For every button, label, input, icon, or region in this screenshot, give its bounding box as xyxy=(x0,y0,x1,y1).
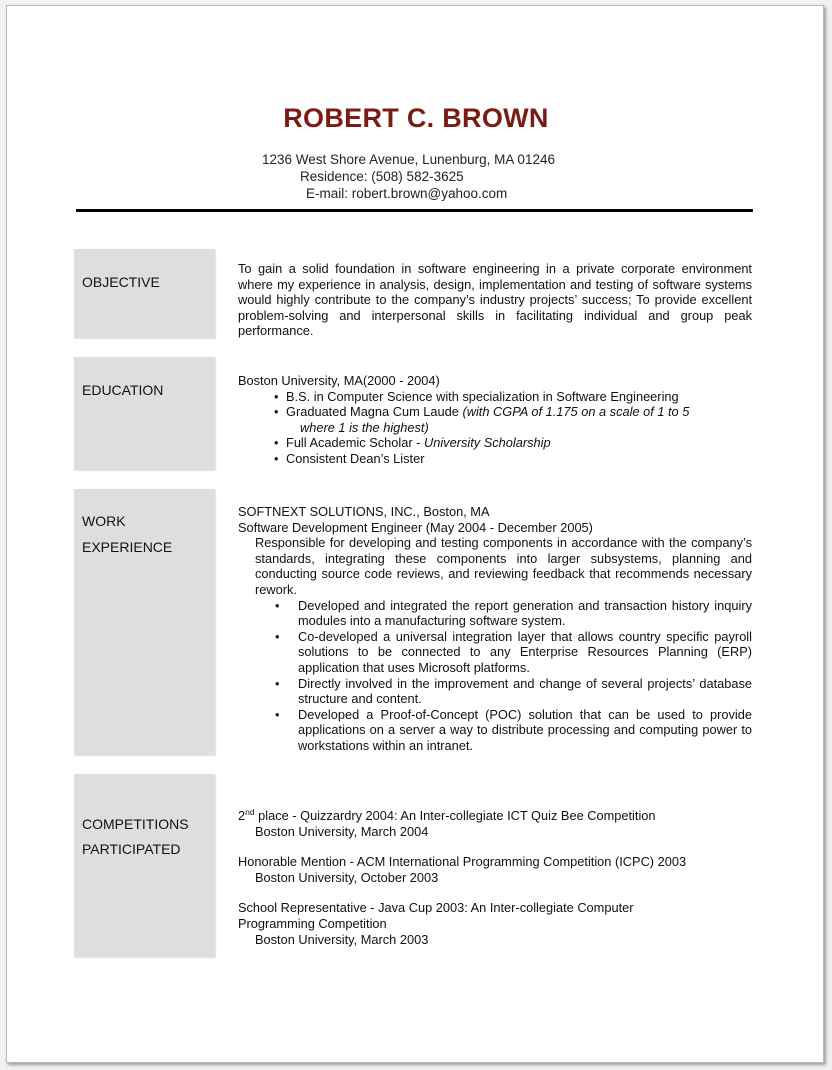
bullet-icon: • xyxy=(274,404,279,420)
school: Boston University, MA(2000 - 2004) xyxy=(238,373,440,388)
work-label-2: EXPERIENCE xyxy=(82,539,173,555)
bullet-icon: • xyxy=(275,675,280,691)
competitions-label-box xyxy=(74,774,215,957)
competition-detail: Boston University, March 2004 xyxy=(255,823,429,839)
education-content xyxy=(238,373,752,467)
competitions-content xyxy=(238,808,752,947)
job-summary: Responsible for developing and testing components in accordance with the company’s standards, integrating these components into larger subsystems, planning and conducting source code reviews, and reviewing feedback that recommends necessary rework. xyxy=(255,535,752,597)
competition-title: School Representative - Java Cup 2003: An Inter-collegiate Computer xyxy=(238,900,634,916)
competitions-label-2: PARTICIPATED xyxy=(82,841,181,857)
company: SOFTNEXT SOLUTIONS, INC., Boston, MA xyxy=(238,504,490,519)
competition-title: Honorable Mention - ACM International Programming Competition (ICPC) 2003 xyxy=(238,854,687,870)
competition-title-continuation: Programming Competition xyxy=(238,915,387,931)
email: E-mail: robert.brown@yahoo.com xyxy=(306,186,508,201)
bullet-icon: • xyxy=(275,706,280,722)
list-item: • Developed a Proof-of-Concept (POC) solution that can be used to provide applications on a server a way to distribute processing and computing power to workstations within an intranet. xyxy=(275,706,752,753)
list-item: • Full Academic Scholar - University Scholarship xyxy=(274,435,551,451)
list-item-continuation: where 1 is the highest) xyxy=(300,419,429,435)
competition-title: 2nd place - Quizzardry 2004: An Inter-collegiate ICT Quiz Bee Competition xyxy=(238,807,656,823)
work-label-box xyxy=(74,489,215,755)
candidate-name: ROBERT C. BROWN xyxy=(283,103,549,133)
list-item: • Consistent Dean’s Lister xyxy=(274,450,425,466)
residence-phone: Residence: (508) 582-3625 xyxy=(300,169,464,184)
header-divider xyxy=(76,209,753,212)
list-item: • B.S. in Computer Science with specialization in Software Engineering xyxy=(274,388,679,404)
objective-text: To gain a solid foundation in software engineering in a private corporate environment where my experience in analysis, design, implementation and testing of software systems would highly contribute to the company’s industry projects’ success; To provide excellent problem-solving and interpersonal skills in facilitating individual and group peak performance. xyxy=(238,261,752,339)
list-item: • Developed and integrated the report generation and transaction history inquiry modules into a manufacturing software system. xyxy=(275,597,752,629)
objective-label-box xyxy=(74,249,215,338)
address: 1236 West Shore Avenue, Lunenburg, MA 01246 xyxy=(262,152,555,167)
list-item: • Graduated Magna Cum Laude (with CGPA of 1.175 on a scale of 1 to 5 xyxy=(274,404,690,420)
bullet-icon: • xyxy=(274,450,279,466)
list-item: • Co-developed a universal integration layer that allows country specific payroll solutions to be connected to any Enterprise Resources Planning (ERP) application that uses Microsoft platforms. xyxy=(275,628,752,675)
list-item: • Directly involved in the improvement and change of several projects’ database structure and content. xyxy=(275,675,752,707)
education-label-box xyxy=(74,357,215,470)
work-content xyxy=(238,504,752,754)
education-label: EDUCATION xyxy=(82,382,164,398)
job-title: Software Development Engineer (May 2004 - December 2005) xyxy=(238,519,593,535)
competition-detail: Boston University, March 2003 xyxy=(255,931,429,947)
bullet-icon: • xyxy=(275,597,280,613)
bullet-icon: • xyxy=(274,388,279,404)
bullet-icon: • xyxy=(274,435,279,451)
competitions-label-1: COMPETITIONS xyxy=(82,816,189,832)
work-label-1: WORK xyxy=(82,513,126,529)
competition-detail: Boston University, October 2003 xyxy=(255,869,439,885)
bullet-icon: • xyxy=(275,628,280,644)
objective-label: OBJECTIVE xyxy=(82,274,160,290)
resume-page xyxy=(6,5,824,1063)
